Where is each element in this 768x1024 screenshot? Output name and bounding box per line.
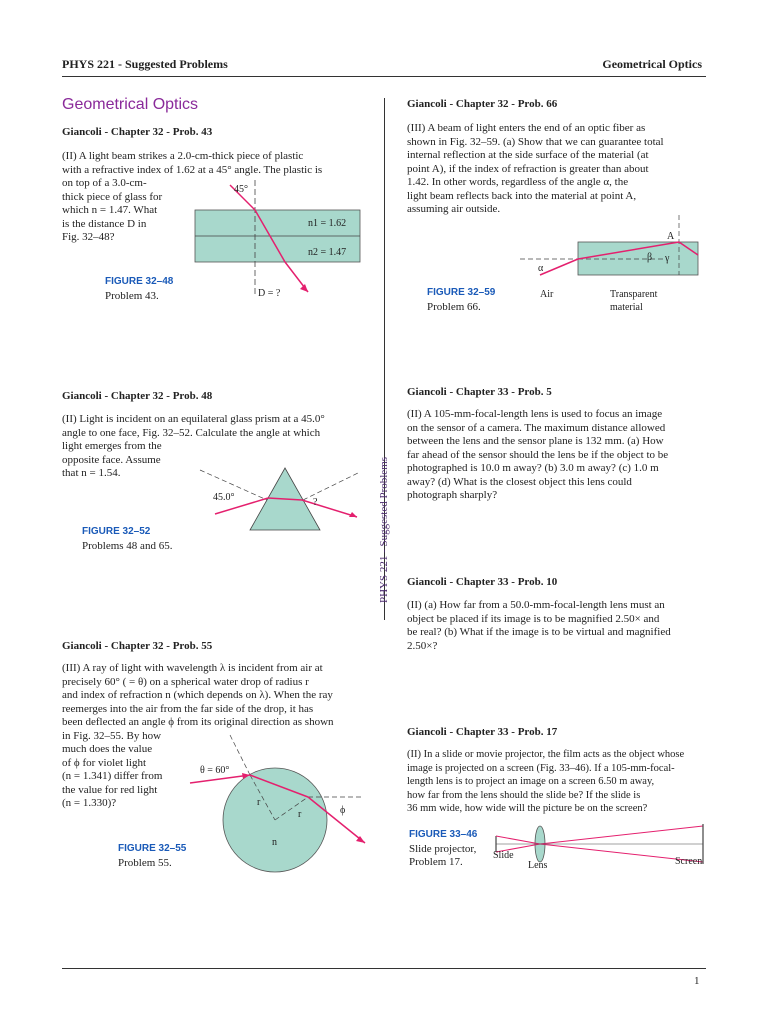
fig-r2-label: r	[298, 809, 302, 820]
header-topic: Geometrical Optics	[602, 57, 702, 71]
page-number: 1	[694, 975, 700, 987]
header-course: PHYS 221 - Suggested Problems	[62, 57, 228, 71]
figure-caption: Problem 55.	[118, 857, 172, 869]
fig-lens-label: Lens	[528, 860, 548, 871]
problem-text: (II) In a slide or movie projector, the film acts as the object whose image is projected on a screen (Fig. 33–46). If a 105-mm-focal- length lens is to project an image on a screen 6.50 m away, how far from the lens should the slide be? If the slide is 36 mm wide, how wide will the picture be on the screen?	[407, 749, 685, 814]
figure-caption: Problem 43.	[105, 290, 159, 302]
fig-angle-label: 45°	[234, 184, 248, 195]
fig-material-label: material	[610, 302, 643, 313]
fig-r1-label: r	[257, 797, 261, 808]
fig-n-label: n	[272, 837, 277, 848]
fig-n2-label: n2 = 1.47	[308, 247, 347, 258]
problem-text: (II) A 105-mm-focal-length lens is used to focus an image on the sensor of a camera. The maximum distance allowed between the lens and the sensor plane is 132 mm. (a) How far ahead of the sensor should the lens be if the object to be photographed is 10.0 m away? (b) 3.0 m away? (c) 1.0 m away? (d) What is the closest object this lens could photograph sharply?	[407, 408, 669, 501]
fig-transparent-label: Transparent	[610, 289, 658, 300]
fig-air-label: Air	[540, 289, 554, 300]
fig-alpha-label: α	[538, 263, 544, 274]
figure-32-55	[190, 735, 370, 875]
header-rule	[62, 76, 706, 77]
figure-label: FIGURE 32–55	[118, 843, 187, 854]
figure-caption: Slide projector, Problem 17.	[409, 843, 477, 868]
problem-heading: Giancoli - Chapter 33 - Prob. 10	[407, 576, 558, 588]
figure-33-46	[488, 822, 708, 872]
figure-caption: Problems 48 and 65.	[82, 540, 173, 552]
fig-screen-label: Screen	[675, 856, 703, 867]
fig-question-label: ?	[313, 497, 318, 508]
problem-text: (III) A beam of light enters the end of an optic fiber as shown in Fig. 32–59. (a) Show that we can guarantee total internal reflection at the side surface of the material (at point A), if the index of refraction is greater than about 1.42. In other words, regardless of the angle α, the light beam reflects back into the material at point A, assuming air outside.	[407, 122, 664, 215]
page-title: Geometrical Optics	[62, 96, 199, 113]
figure-label: FIGURE 32–52	[82, 526, 151, 537]
fig-phi-label: ϕ	[340, 805, 346, 816]
fig-slide-label: Slide	[493, 850, 514, 861]
fig-gamma-label: γ	[665, 253, 670, 264]
problem-heading: Giancoli - Chapter 32 - Prob. 48	[62, 390, 213, 402]
problem-text: (II) (a) How far from a 50.0-mm-focal-length lens must an object be placed if its image is to be magnified 2.50× and be real? (b) What if the image is to be virtual and magnified 2.50×?	[407, 599, 671, 652]
problem-text: (II) A light beam strikes a 2.0-cm-thick piece of plastic with a refractive index of 1.62 at a 45° angle. The plastic is on top of a 3.0-cm- thick piece of glass for which n = 1.47. What is the distance D in Fig. 32–48?	[62, 150, 323, 243]
problem-heading: Giancoli - Chapter 33 - Prob. 17	[407, 726, 558, 738]
problem-text: (III) A ray of light with wavelength λ is incident from air at precisely 60° ( = θ) on a spherical water drop of radius r and index of refraction n (which depends on λ). When the ray reemerges into the air from the far side of the drop, it has been deflected an angle ϕ from its original direction as shown in Fig. 32–55. By how much does the value of ϕ for violet light (n = 1.341) differ from the value for red light (n = 1.330)?	[62, 662, 334, 809]
figure-32-48	[190, 180, 365, 300]
problem-heading: Giancoli - Chapter 32 - Prob. 55	[62, 640, 213, 652]
sidebar-label: PHYS 221 - Suggested Problems	[378, 456, 390, 604]
figure-label: FIGURE 33–46	[409, 829, 478, 840]
figure-caption: Problem 66.	[427, 301, 481, 313]
figure-32-52	[195, 462, 365, 537]
problem-heading: Giancoli - Chapter 32 - Prob. 43	[62, 126, 213, 138]
fig-d-label: D = ?	[258, 288, 281, 299]
fig-beta-label: β	[647, 252, 653, 263]
problem-heading: Giancoli - Chapter 32 - Prob. 66	[407, 98, 558, 110]
fig-n1-label: n1 = 1.62	[308, 218, 347, 229]
figure-label: FIGURE 32–59	[427, 287, 496, 298]
footer-rule	[62, 968, 706, 969]
fig-theta-label: θ = 60°	[200, 765, 230, 776]
problem-heading: Giancoli - Chapter 33 - Prob. 5	[407, 386, 552, 398]
fig-point-a-label: A	[667, 231, 675, 242]
fig-angle-label: 45.0°	[213, 492, 235, 503]
figure-32-59	[515, 215, 705, 315]
figure-label: FIGURE 32–48	[105, 276, 174, 287]
problem-text: (II) Light is incident on an equilateral glass prism at a 45.0° angle to one face, Fig. 32–52. Calculate the angle at which light emerges from the opposite face. Assume that n = 1.54.	[62, 413, 325, 479]
